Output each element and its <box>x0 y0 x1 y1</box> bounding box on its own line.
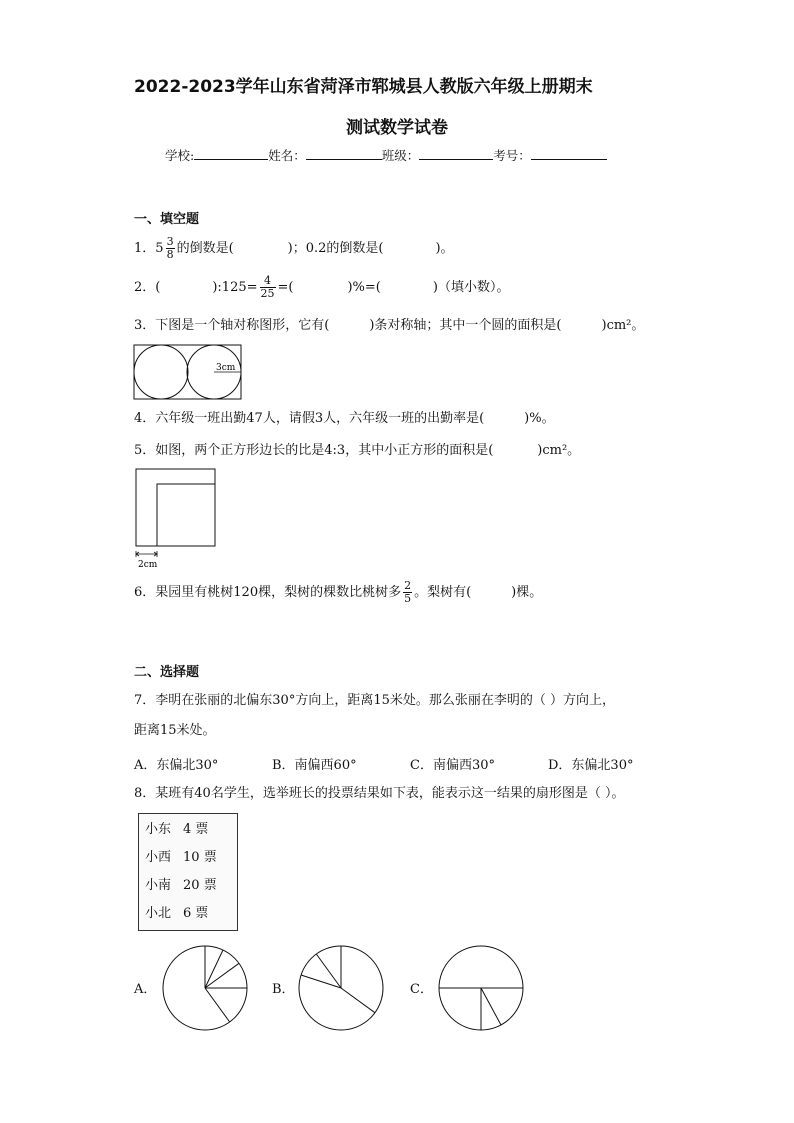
votes-row <box>141 816 221 839</box>
q5-text-a: 5．如图，两个正方形边长的比是4:3，其中小正方形的面积是( <box>134 443 494 458</box>
q6-frac-den: 5 <box>404 592 412 605</box>
section2-heading: 二、选择题 <box>134 665 200 680</box>
votes-row <box>141 839 221 867</box>
question-2 <box>134 275 509 300</box>
q8-choice-a-label[interactable]: A． <box>134 982 157 997</box>
question-8: 8．某班有40名学生，选举班长的投票结果如下表，能表示这一结果的扇形图是（ ）。 <box>134 786 625 801</box>
q7-option-a[interactable]: A．东偏北30° <box>134 758 219 773</box>
vote-name: 小西 <box>145 850 172 865</box>
vote-count: 20 票 <box>183 878 217 893</box>
q4-text-a: 4．六年级一班出勤47人，请假3人，六年级一班的出勤率是( <box>134 411 485 426</box>
q2-text-b: =( <box>277 280 294 295</box>
q2-text-c: )%=( <box>347 280 381 295</box>
q1-text-c: )。 <box>435 241 454 256</box>
question-7-line1: 7．李明在张丽的北偏东30°方向上，距离15米处。那么张丽在李明的（ ）方向上， <box>134 693 615 708</box>
q1-frac-num: 3 <box>166 235 174 248</box>
school-label: 学校: <box>165 148 195 163</box>
class-field[interactable] <box>419 147 493 160</box>
question-5 <box>134 442 580 460</box>
q2-number: 2．( <box>134 280 161 295</box>
question-4 <box>134 410 555 428</box>
q2-fraction <box>260 275 276 300</box>
q6-frac-num: 2 <box>404 579 412 592</box>
vote-name: 小北 <box>145 906 172 921</box>
vote-name: 小东 <box>145 822 172 837</box>
q3-text-b: )条对称轴；其中一个圆的面积是( <box>369 318 562 333</box>
q8-choice-b-label[interactable]: B． <box>272 982 295 997</box>
q4-text-b: )%。 <box>524 411 555 426</box>
vote-count: 6 票 <box>183 906 209 921</box>
q8-choice-c-label[interactable]: C． <box>410 982 433 997</box>
q6-text-a: 6．果园里有桃树120棵，梨树的棵数比桃树多 <box>134 585 402 600</box>
q7-option-d[interactable]: D．东偏北30° <box>548 758 634 773</box>
q1-fraction <box>166 236 175 261</box>
school-field[interactable] <box>194 147 268 160</box>
q3-fig-label: 3cm <box>216 363 236 373</box>
q1-text-b: )；0.2的倒数是( <box>287 241 384 256</box>
q6-text-b: 。梨树有( <box>414 585 472 600</box>
q5-text-b: )cm²。 <box>537 443 581 458</box>
votes-row <box>141 895 221 923</box>
q6-text-c: )棵。 <box>511 585 543 600</box>
votes-table <box>141 816 221 923</box>
votes-table-image <box>138 813 238 931</box>
exam-no-field[interactable] <box>531 147 607 160</box>
q3-text-c: )cm²。 <box>601 318 645 333</box>
q8-pie-a[interactable] <box>160 943 250 1033</box>
name-field[interactable] <box>306 147 382 160</box>
q1-whole: 5 <box>155 241 164 256</box>
q2-frac-num: 4 <box>260 275 276 288</box>
q2-text-a: ):125= <box>212 280 258 295</box>
question-7-line2: 距离15米处。 <box>134 723 216 738</box>
q1-frac-den: 8 <box>166 248 174 261</box>
q7-option-c[interactable]: C．南偏西30° <box>410 758 495 773</box>
q2-text-d: )（填小数）。 <box>432 280 510 295</box>
vote-count: 10 票 <box>183 850 217 865</box>
student-info-row <box>165 146 607 164</box>
exam-no-label: 考号： <box>493 148 531 163</box>
q7-option-b[interactable]: B．南偏西60° <box>272 758 357 773</box>
q6-fraction <box>403 580 412 605</box>
q1-text-a: 的倒数是( <box>176 241 234 256</box>
question-6 <box>134 580 542 605</box>
q5-figure <box>133 467 219 571</box>
q3-figure <box>133 343 243 401</box>
section1-heading: 一、填空题 <box>134 212 200 227</box>
votes-row <box>141 867 221 895</box>
q8-pie-c[interactable] <box>436 943 526 1033</box>
q1-number: 1． <box>134 241 156 256</box>
class-label: 班级： <box>381 148 420 163</box>
q2-frac-den: 25 <box>260 287 275 300</box>
question-1 <box>134 236 454 261</box>
name-label: 姓名： <box>268 148 306 163</box>
q8-pie-b[interactable] <box>296 943 386 1033</box>
q5-fig-label: 2cm <box>138 560 158 570</box>
vote-count: 4 票 <box>183 822 209 837</box>
q3-text-a: 3．下图是一个轴对称图形，它有( <box>134 318 330 333</box>
page-title-line2: 测试数学试卷 <box>346 118 448 138</box>
page-title-line1: 2022-2023学年山东省菏泽市郓城县人教版六年级上册期末 <box>134 77 593 97</box>
question-3 <box>134 317 644 335</box>
vote-name: 小南 <box>145 878 172 893</box>
